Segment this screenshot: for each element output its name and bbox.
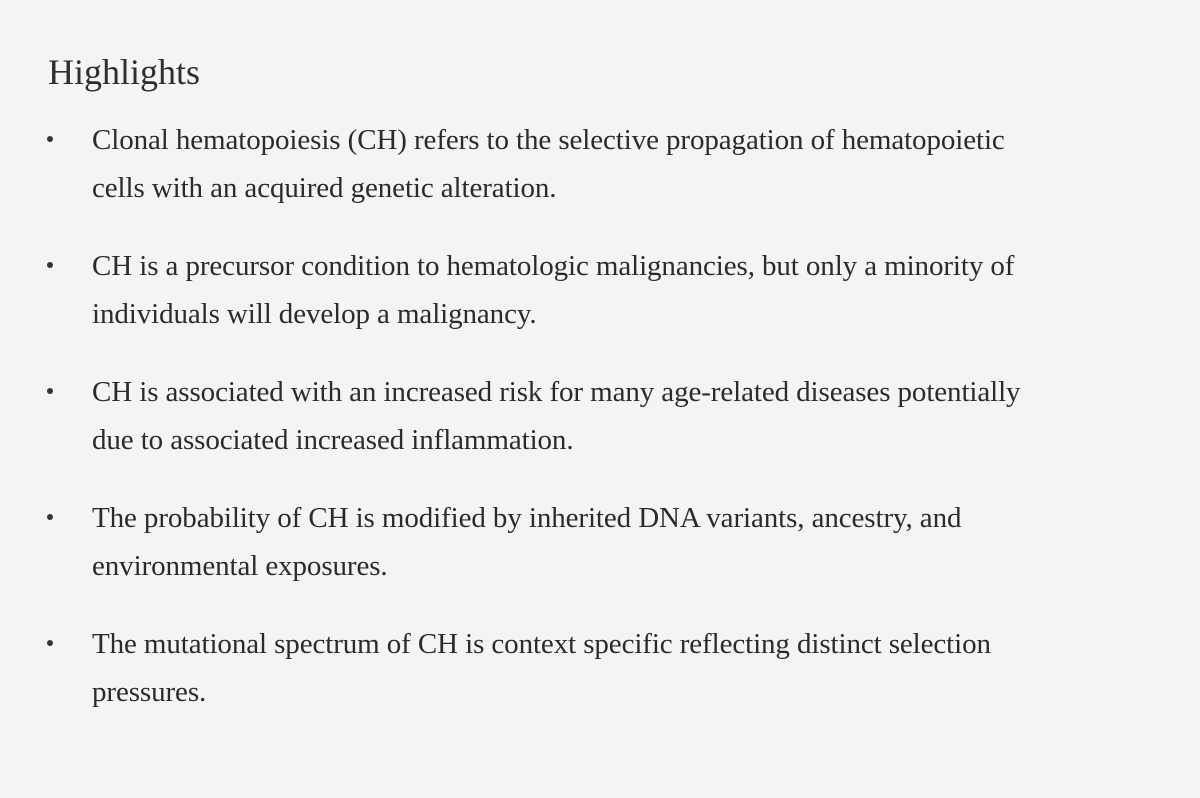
highlight-line: The probability of CH is modified by inherited DNA variants, ancestry, and: [92, 502, 962, 534]
highlight-line: environmental exposures.: [92, 550, 388, 582]
bullet-icon: [47, 136, 53, 142]
highlight-item: [0, 242, 1200, 338]
highlight-line: due to associated increased inflammation.: [92, 424, 574, 456]
highlight-line: CH is a precursor condition to hematologic malignancies, but only a minority of: [92, 250, 1015, 282]
bullet-icon: [47, 514, 53, 520]
highlight-line: Clonal hematopoiesis (CH) refers to the selective propagation of hematopoietic: [92, 124, 1005, 156]
bullet-icon: [47, 262, 53, 268]
bullet-icon: [47, 388, 53, 394]
highlight-line: cells with an acquired genetic alteration.: [92, 172, 557, 204]
section-title: Highlights: [48, 52, 201, 92]
highlights-list: [0, 116, 1200, 746]
bullet-icon: [47, 640, 53, 646]
highlight-line: CH is associated with an increased risk for many age-related diseases potentially: [92, 376, 1021, 408]
highlight-item: [0, 368, 1200, 464]
highlight-item: [0, 494, 1200, 590]
highlight-line: The mutational spectrum of CH is context specific reflecting distinct selection: [92, 628, 991, 660]
highlight-line: individuals will develop a malignancy.: [92, 298, 537, 330]
highlight-item: [0, 620, 1200, 716]
highlight-item: [0, 116, 1200, 212]
highlight-line: pressures.: [92, 676, 207, 708]
